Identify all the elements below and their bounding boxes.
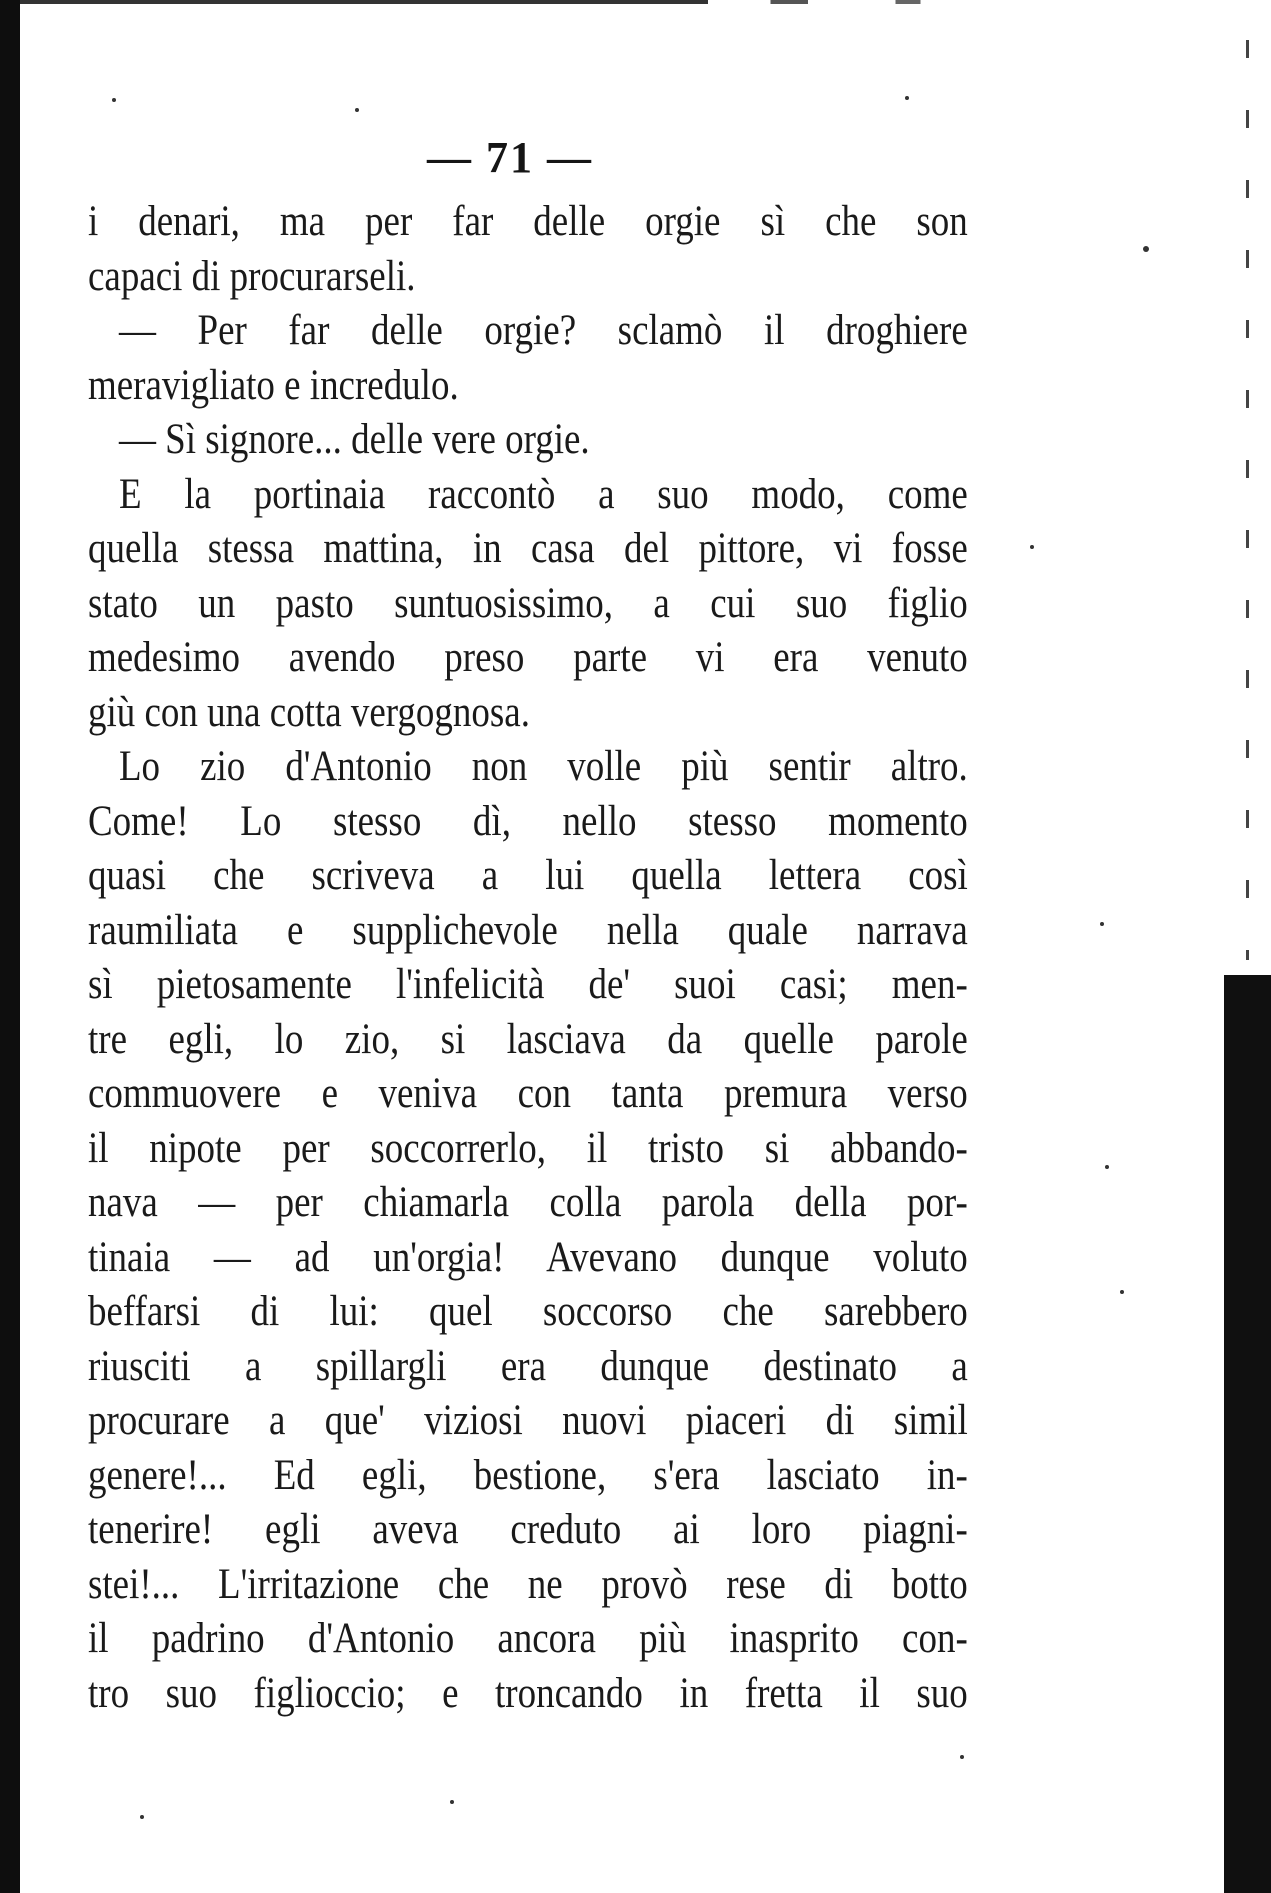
binding-edge [0,0,20,1893]
text-line: tre egli, lo zio, si lasciava da quelle parole [88,1015,968,1063]
text-line: E la portinaia raccontò a suo modo, come [118,470,968,518]
text-line: tro suo figlioccio; e troncando in fretta il suo [88,1669,968,1717]
text-line: il nipote per soccorrerlo, il tristo si abbando- [88,1124,968,1172]
text-line: procurare a que' viziosi nuovi piaceri di simil [88,1397,968,1444]
text-line: raumiliata e supplichevole nella quale narrava [88,906,968,954]
scan-speck [1143,246,1149,252]
scan-speck [450,1800,454,1804]
text-line: genere!... Ed egli, bestione, s'era lasciato in- [88,1451,968,1499]
text-line: giù con una cotta vergognosa. [88,688,530,736]
text-line: riusciti a spillargli era dunque destinato a [88,1342,968,1390]
text-line: tenerire! egli aveva creduto ai loro piagni- [88,1506,968,1553]
text-line: — Sì signore... delle vere orgie. [118,416,590,463]
body-text [88,195,968,1721]
text-line: meravigliato e incredulo. [88,361,459,409]
text-line: sì pietosamente l'infelicità de' suoi casi; men- [88,961,968,1008]
scan-speck [1120,1290,1124,1294]
scan-speck [1100,922,1104,926]
text-line: il padrino d'Antonio ancora più inasprito con- [88,1615,968,1662]
text-line: Lo zio d'Antonio non volle più sentir altro. [118,743,968,790]
text-line: quella stessa mattina, in casa del pittore, vi fosse [88,525,968,572]
text-line: Come! Lo stesso dì, nello stesso momento [88,797,968,845]
scan-right-ticks [1246,40,1249,960]
scan-top-rule [20,0,1271,4]
scan-speck [112,98,116,102]
text-line: nava — per chiamarla colla parola della por- [88,1179,968,1226]
text-line: commuovere e veniva con tanta premura verso [88,1070,968,1117]
text-line: tinaia — ad un'orgia! Avevano dunque voluto [88,1233,968,1281]
text-line: quasi che scriveva a lui quella lettera così [88,852,968,899]
scan-speck [140,1815,144,1819]
text-line: beffarsi di lui: quel soccorso che sarebbero [88,1288,968,1335]
text-line: stato un pasto suntuosissimo, a cui suo figlio [88,579,968,627]
text-line: — Per far delle orgie? sclamò il droghiere [118,307,968,354]
text-line: i denari, ma per far delle orgie sì che son [88,198,968,245]
scan-speck [1030,545,1034,549]
text-line: stei!... L'irritazione che ne provò rese di botto [88,1560,968,1608]
scan-speck [960,1755,964,1759]
scan-speck [905,96,909,100]
text-line: capaci di procurarseli. [88,252,416,300]
page-number: — 71 — [427,133,593,182]
scan-speck [1105,1165,1109,1169]
scan-speck [355,108,359,112]
text-line: medesimo avendo preso parte vi era venuto [88,634,968,681]
adjacent-page-edge [1224,975,1271,1893]
